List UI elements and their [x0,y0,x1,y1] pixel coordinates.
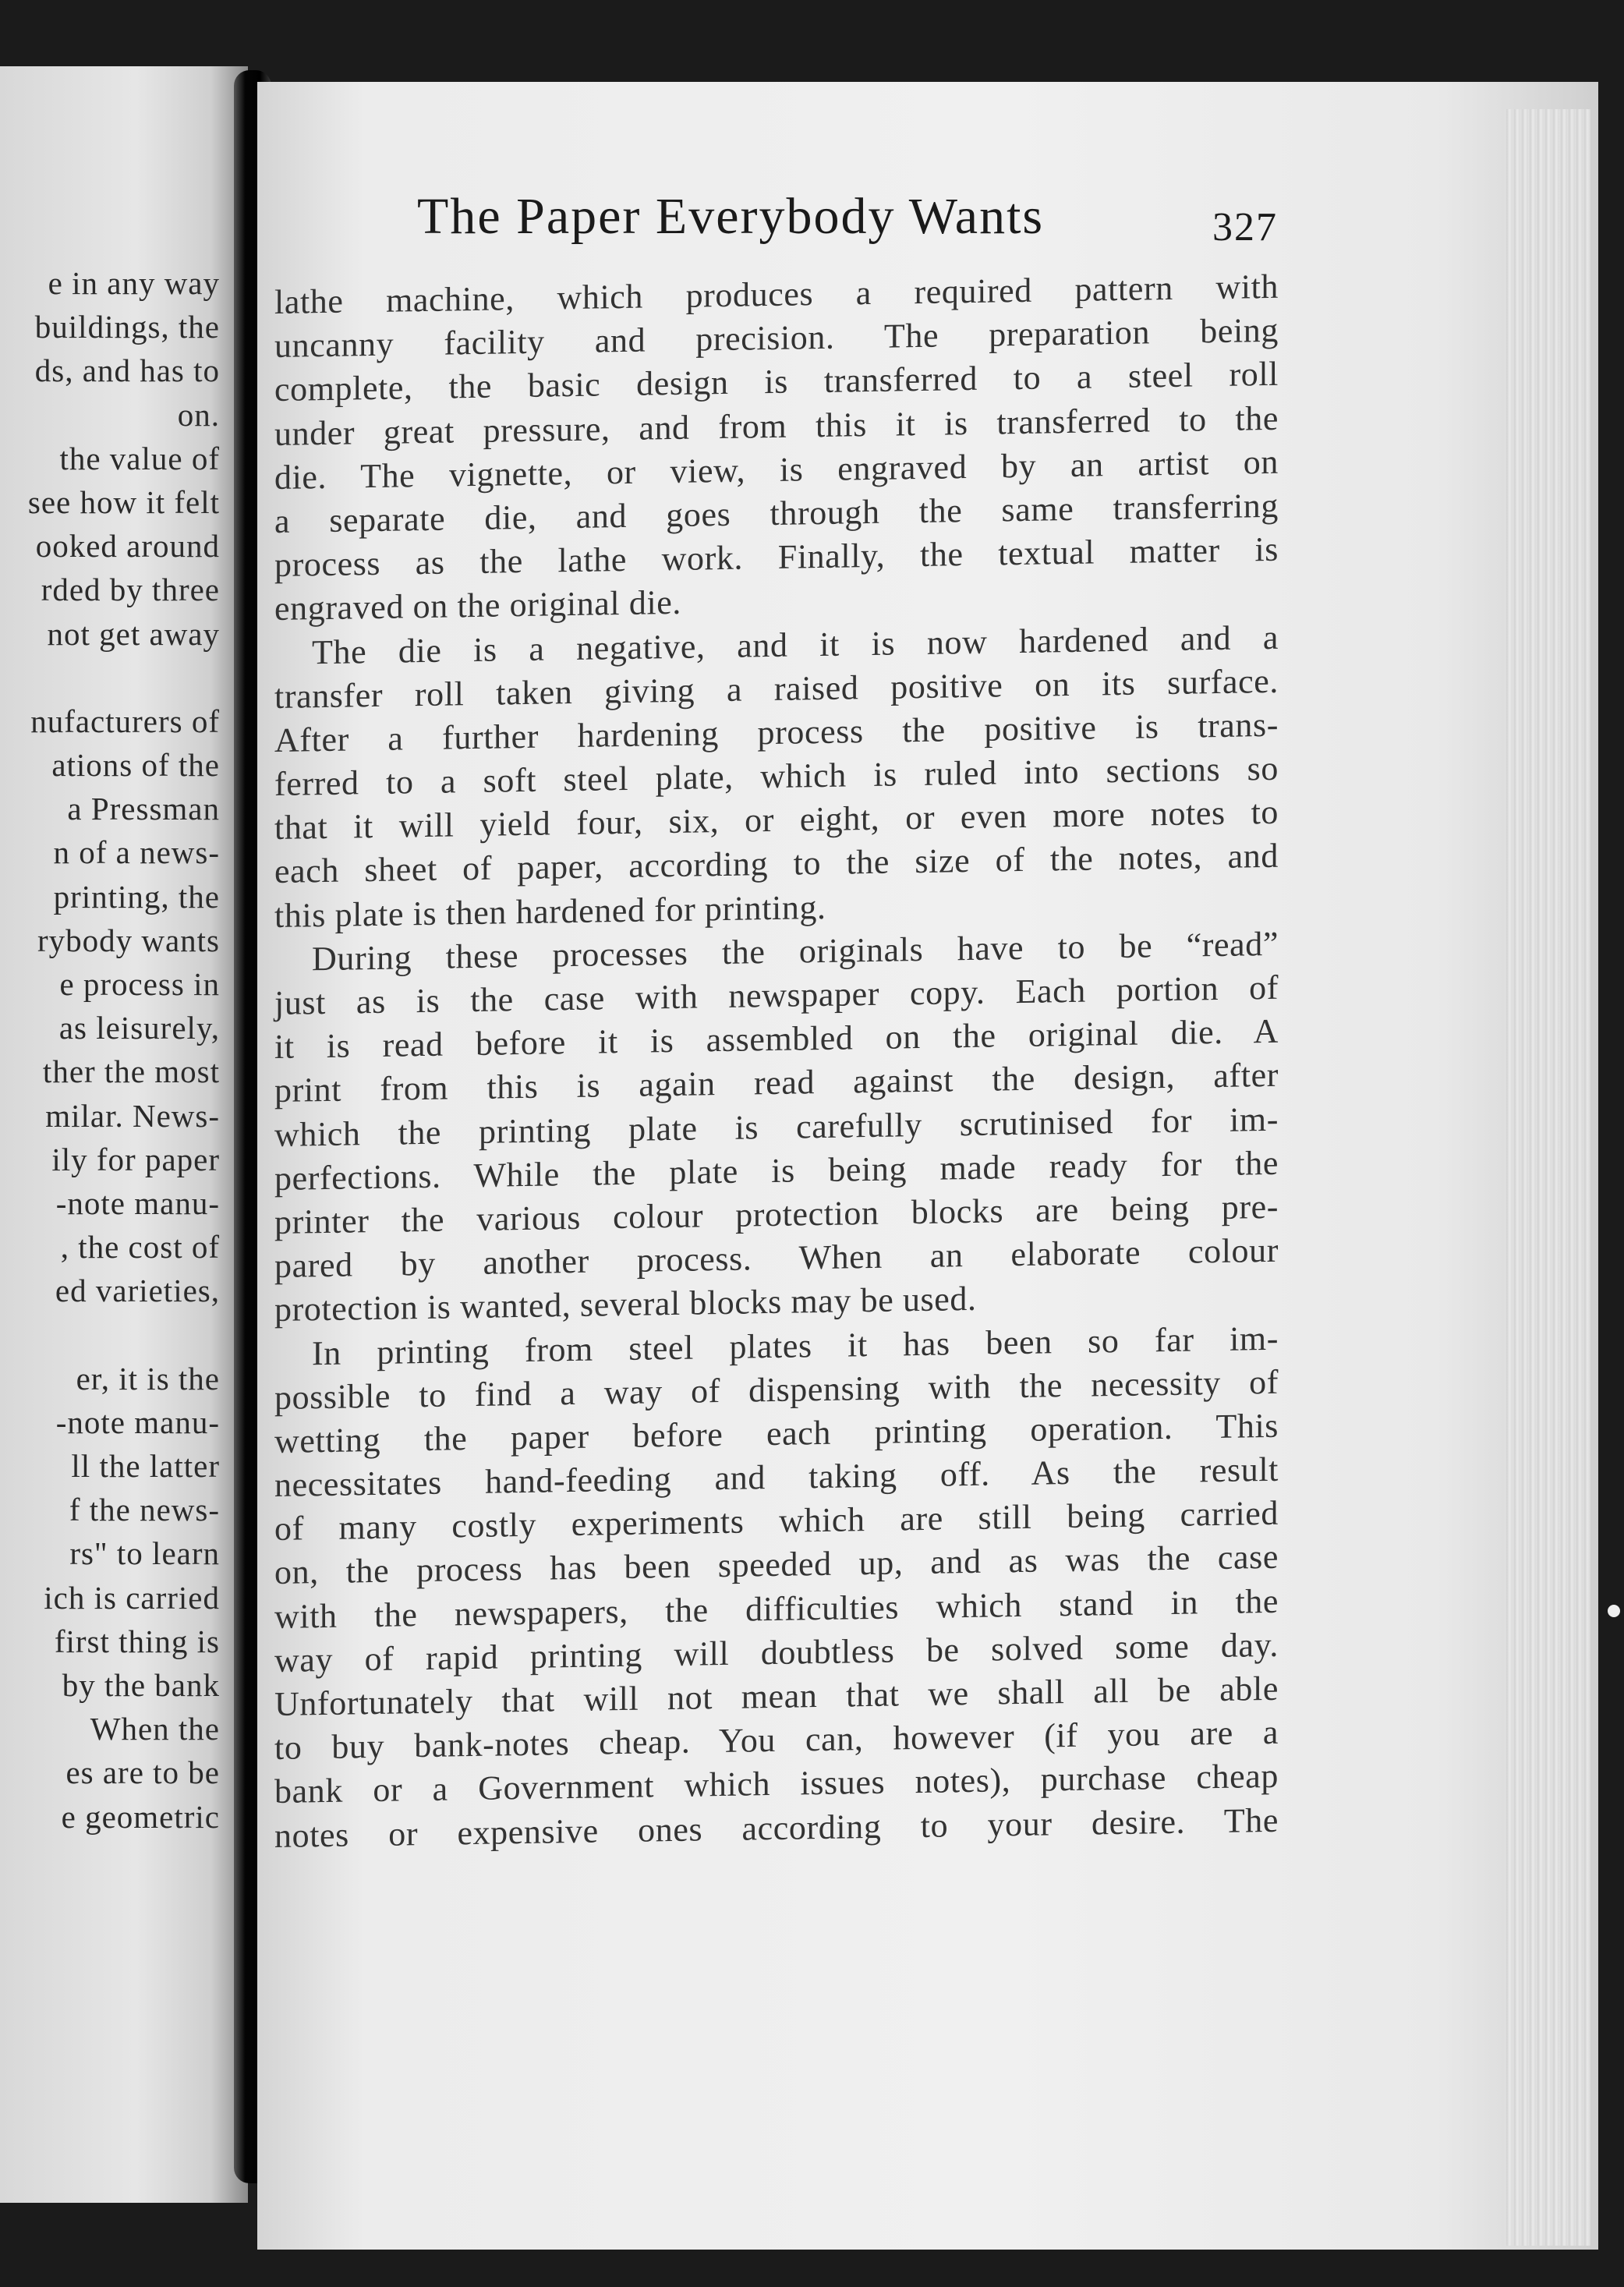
facing-page-line: f the news- [69,1492,220,1528]
text-line: that it will yield four, six, or eight, or even more notes to [274,793,1279,848]
facing-page-line: ther the most [42,1053,220,1090]
text-line: complete, the basic design is transferred to a steel roll [274,355,1279,409]
facing-page-line: ed varieties, [55,1273,220,1309]
text-line: uncanny facility and precision. The preparation being [274,310,1279,366]
facing-page-line: printing, the [53,878,220,915]
page-edges [1505,109,1590,2246]
facing-page-line: as leisurely, [58,1010,220,1046]
facing-page-line: see how it felt [27,483,220,520]
text-line: protection is wanted, several blocks may be used. [274,1280,977,1329]
text-line: to buy bank-notes cheap. You can, however (if you are a [274,1712,1279,1768]
facing-page-line: ll the latter [71,1448,220,1485]
paragraph [274,922,1279,1333]
body-text [274,265,1279,1858]
running-title: The Paper Everybody Wants [417,188,1045,245]
text-line: process as the lathe work. Finally, the textual matter is [274,529,1279,585]
text-line: this plate is then hardened for printing. [274,887,826,935]
text-line: of many costly experiments which are still being carried [274,1494,1279,1549]
text-line: ferred to a soft steel plate, which is ruled into sections so [274,749,1279,804]
facing-page-line: , the cost of [60,1229,220,1266]
text-line: notes or expensive ones according to your desire. The [274,1800,1279,1855]
facing-page-line: milar. News- [45,1097,220,1134]
facing-page-line: the value of [59,440,220,476]
facing-page-line: ich is carried [44,1579,220,1616]
facing-page-line: buildings, the [34,309,220,345]
text-line: just as is the case with newspaper copy. Each portion of [274,968,1279,1022]
facing-page-line: When the [90,1711,220,1747]
facing-page-line: e in any way [48,265,220,301]
text-line: way of rapid printing will doubtless be solved some day. [274,1625,1279,1680]
text-line: which the printing plate is carefully scrutinised for im- [274,1099,1279,1154]
facing-page-line: first thing is [54,1623,220,1659]
text-line: perfections. While the plate is being made ready for the [274,1143,1279,1198]
text-line: The die is a negative, and it is now hardened and a [312,618,1279,671]
text-line: engraved on the original die. [274,583,682,628]
text-line: with the newspapers, the difficulties which stand in the [274,1581,1279,1636]
facing-page-left [0,66,248,2203]
paragraph [274,265,1279,632]
facing-page-line: -note manu- [55,1184,220,1221]
facing-page-line: e geometric [61,1798,220,1835]
text-line: pared by another process. When an elaborate colour [274,1230,1279,1286]
text-line: During these processes the originals have to be “read” [312,924,1279,979]
text-line: on, the process has been speeded up, and as was the case [274,1538,1279,1592]
facing-page-line: -note manu- [55,1404,220,1440]
facing-page-line: ily for paper [51,1141,220,1177]
text-line: transfer roll taken giving a raised positive on its surface. [274,661,1279,716]
facing-page-line: es are to be [65,1754,220,1791]
text-line: Unfortunately that will not mean that we shall all be able [274,1669,1279,1723]
facing-page-line: rs" to learn [69,1535,220,1572]
text-line: possible to find a way of dispensing with the necessity of [274,1362,1279,1417]
facing-page-line: ooked around [35,528,220,565]
facing-page-line: rybody wants [37,922,220,958]
text-line: After a further hardening process the positive is trans- [274,705,1279,759]
facing-page-line: not get away [47,615,220,652]
film-speck [1608,1605,1620,1617]
facing-page-line: on. [177,396,220,433]
text-line: it is read before it is assembled on the original die. A [274,1011,1279,1067]
facing-page-line: er, it is the [76,1360,220,1397]
text-line: under great pressure, and from this it is transferred to the [274,398,1279,453]
facing-page-line: nufacturers of [30,703,220,739]
text-line: In printing from steel plates it has been so far im- [312,1319,1279,1372]
paragraph [274,1316,1279,1857]
text-line: die. The vignette, or view, is engraved by an artist on [274,442,1279,497]
text-line: necessitates hand-feeding and taking off. As the result [274,1450,1279,1505]
text-line: printer the various colour protection blocks are being pre- [274,1187,1279,1241]
text-line: each sheet of paper, according to the size of the notes, and [274,837,1279,891]
facing-page-line: e process in [59,966,220,1002]
paragraph [274,615,1279,938]
facing-page-line: ations of the [51,747,220,784]
text-line: a separate die, and goes through the same transferring [274,486,1279,540]
facing-page-line: by the bank [62,1667,220,1703]
page-header [417,187,1290,265]
facing-page-text [0,261,220,1839]
facing-page-gap [0,1313,220,1357]
facing-page-gap [0,656,220,699]
facing-page-line: n of a news- [53,834,220,871]
text-line: print from this is again read against the design, after [274,1056,1279,1110]
facing-page-line: ds, and has to [34,352,220,389]
facing-page-line: a Pressman [67,791,220,827]
facing-page-line: rded by three [41,572,220,608]
text-line: lathe machine, which produces a required pattern with [274,267,1279,321]
text-line: bank or a Government which issues notes), purchase cheap [274,1757,1279,1811]
page-number: 327 [1212,205,1278,250]
text-line: wetting the paper before each printing operation. This [274,1406,1279,1460]
